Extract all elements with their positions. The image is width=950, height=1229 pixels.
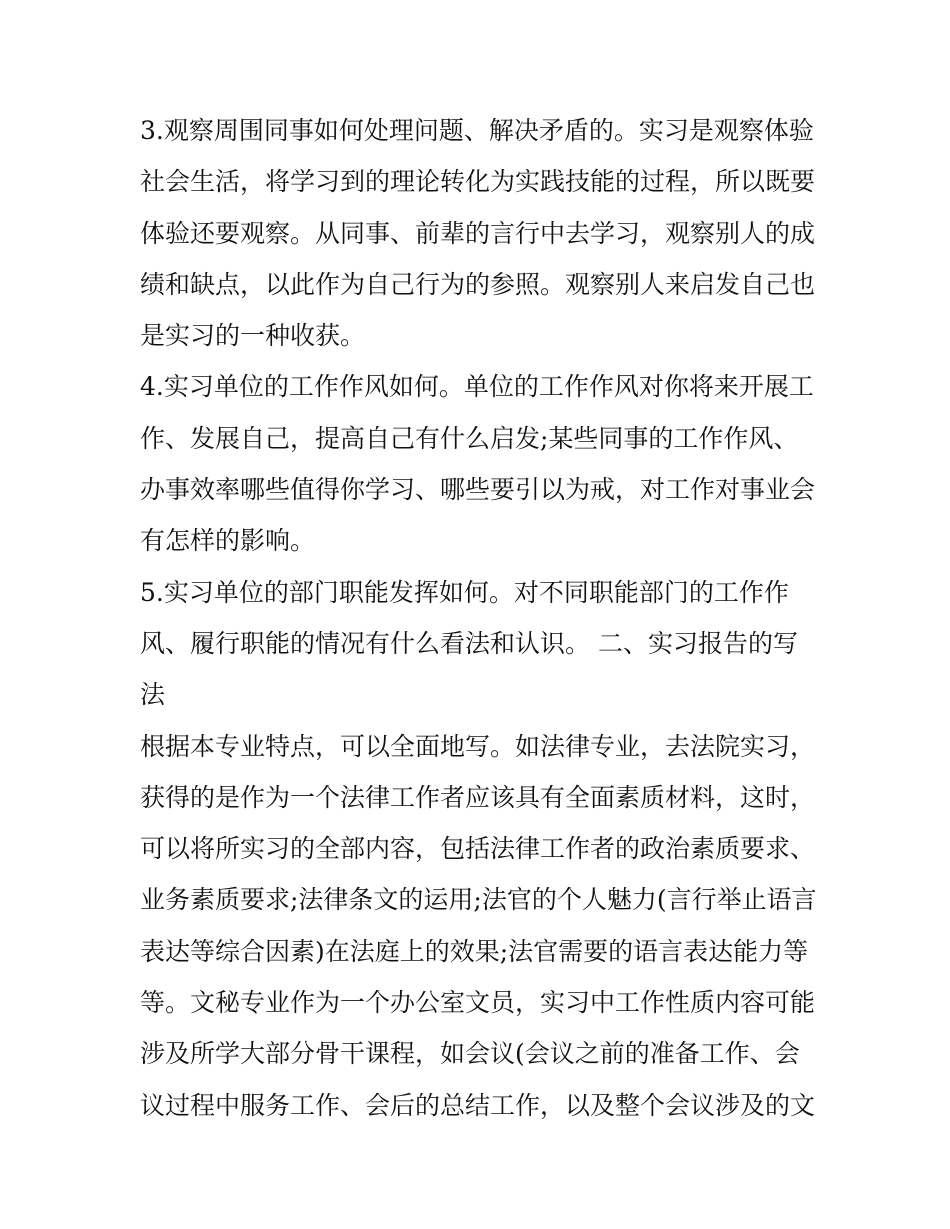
text-line: 4.实习单位的工作作风如何。单位的工作作风对你将来开展工 (140, 372, 814, 402)
text-line: 社会生活，将学习到的理论转化为实践技能的过程，所以既要 (140, 167, 816, 197)
document-body (140, 105, 820, 1131)
text-line: 议过程中服务工作、会后的总结工作，以及整个会议涉及的文 (140, 1090, 816, 1120)
text-line: 5.实习单位的部门职能发挥如何。对不同职能部门的工作作 (140, 577, 789, 607)
text-line: 等。文秘专业作为一个办公室文员，实习中工作性质内容可能 (140, 988, 816, 1018)
text-line: 3.观察周围同事如何处理问题、解决矛盾的。实习是观察体验 (140, 116, 814, 145)
text-line: 办事效率哪些值得你学习、哪些要引以为戒，对工作对事业会 (140, 475, 816, 505)
text-line: 作、发展自己，提高自己有什么启发;某些同事的工作作风、 (140, 423, 799, 453)
text-line: 法 (140, 680, 166, 710)
text-line: 有怎样的影响。 (140, 526, 316, 556)
text-line: 绩和缺点，以此作为自己行为的参照。观察别人来启发自己也 (140, 269, 816, 299)
text-line: 业务素质要求;法律条文的运用;法官的个人魅力(言行举止语言 (140, 885, 817, 915)
text-line: 是实习的一种收获。 (140, 321, 366, 351)
text-line: 体验还要观察。从同事、前辈的言行中去学习，观察别人的成 (140, 218, 816, 248)
text-line: 可以将所实习的全部内容，包括法律工作者的政治素质要求、 (140, 834, 816, 864)
text-line: 根据本专业特点，可以全面地写。如法律专业，去法院实习， (140, 731, 816, 761)
text-line: 表达等综合因素)在法庭上的效果;法官需要的语言表达能力等 (140, 936, 809, 966)
text-line: 风、履行职能的情况有什么看法和认识。 二、实习报告的写 (140, 628, 798, 658)
text-line: 涉及所学大部分骨干课程，如会议(会议之前的准备工作、会 (140, 1039, 800, 1069)
text-line: 获得的是作为一个法律工作者应该具有全面素质材料，这时， (140, 782, 816, 812)
